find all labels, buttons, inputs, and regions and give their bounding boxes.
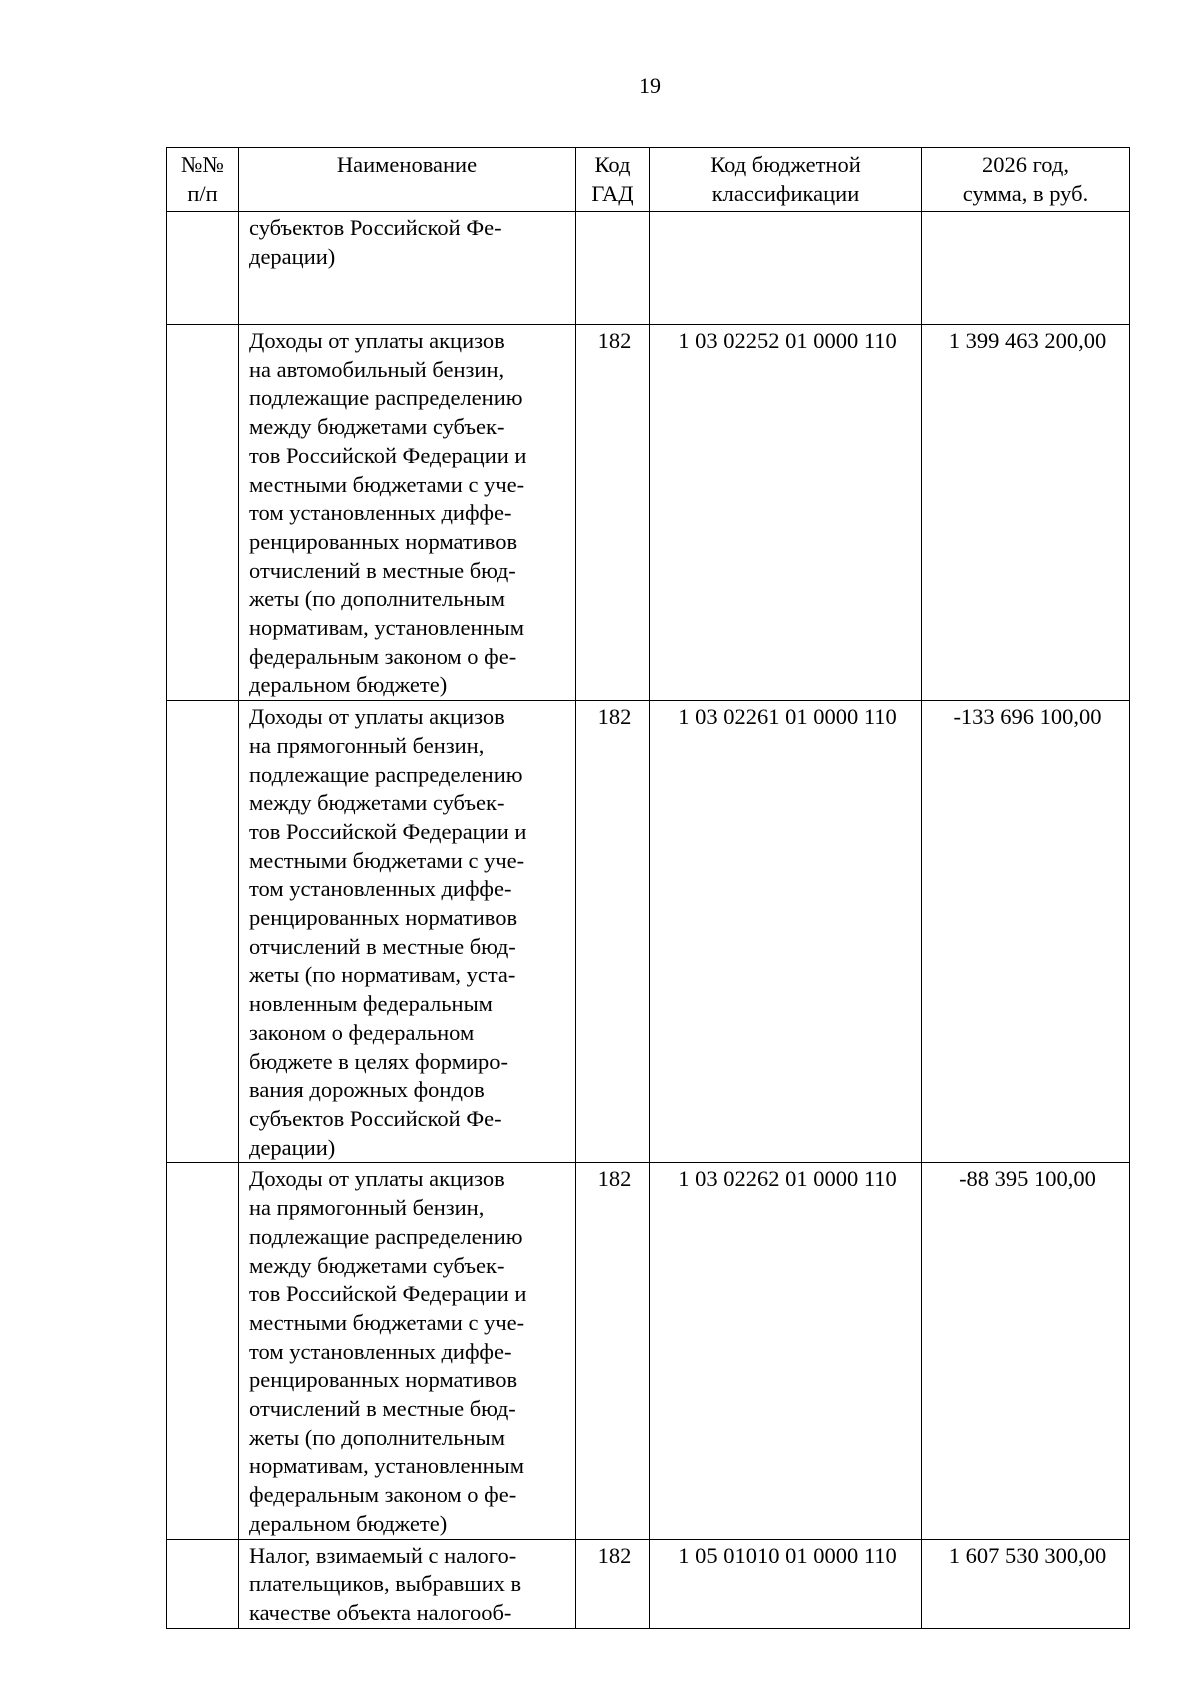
table-row: [167, 1539, 1130, 1628]
row-name-line: жеты (по нормативам, уста-: [249, 962, 516, 988]
row-name-line: федеральным законом о фе-: [249, 1482, 517, 1508]
row-sum-cell: 1 399 463 200,00: [922, 325, 1130, 701]
row-name-line: качестве объекта налогооб-: [249, 1599, 512, 1625]
header-num: №№ п/п: [167, 148, 239, 212]
row-name-line: дерации): [249, 1134, 336, 1160]
table-row: [167, 701, 1130, 1163]
row-name-line: тов Российской Федерации и: [249, 1281, 527, 1307]
row-budget-code-cell: 1 03 02252 01 0000 110: [650, 325, 922, 701]
row-name-cell: [239, 325, 576, 701]
row-name-line: жеты (по дополнительным: [249, 1424, 505, 1450]
row-name-line: Доходы от уплаты акцизов: [249, 328, 505, 353]
row-sum-cell: -133 696 100,00: [922, 701, 1130, 1163]
row-gad-code-cell: 182: [576, 701, 650, 1163]
row-name-line: между бюджетами субъек-: [249, 414, 505, 440]
row-gad-code-cell: 182: [576, 325, 650, 701]
row-name-cell: [239, 212, 576, 325]
row-name-line: деральном бюджете): [249, 672, 448, 698]
row-budget-code-cell: [650, 212, 922, 325]
row-name-line: федеральным законом о фе-: [249, 643, 517, 669]
row-name-line: между бюджетами субъек-: [249, 790, 505, 816]
row-name-line: нормативам, установленным: [249, 1453, 524, 1479]
row-name-line: отчислений в местные бюд-: [249, 557, 516, 583]
row-name-line: субъектов Российской Фе-: [249, 215, 502, 240]
row-name-cell: [239, 1539, 576, 1628]
budget-revenue-table: [166, 147, 1130, 1629]
row-number-cell: [167, 1539, 239, 1628]
row-name-line: тов Российской Федерации и: [249, 442, 527, 468]
row-gad-code-cell: [576, 212, 650, 325]
row-name-line: между бюджетами субъек-: [249, 1252, 505, 1278]
row-name-line: ренцированных нормативов: [249, 1367, 518, 1393]
table-row: [167, 1163, 1130, 1539]
row-gad-code-cell: 182: [576, 1539, 650, 1628]
row-name-line: местными бюджетами с уче-: [249, 847, 525, 873]
row-name-line: дерации): [249, 243, 336, 269]
row-name-line: Доходы от уплаты акцизов: [249, 704, 505, 730]
row-name-line: местными бюджетами с уче-: [249, 471, 525, 497]
row-name-line: подлежащие распределению: [249, 1223, 523, 1249]
row-name-line: субъектов Российской Фе-: [249, 1105, 502, 1131]
row-name-line: на прямогонный бензин,: [249, 1195, 485, 1221]
row-sum-cell: [922, 212, 1130, 325]
header-gad-code: Код ГАД: [576, 148, 650, 212]
row-number-cell: [167, 325, 239, 701]
row-name-line: деральном бюджете): [249, 1510, 448, 1536]
row-number-cell: [167, 212, 239, 325]
row-number-cell: [167, 1163, 239, 1539]
row-name-line: ренцированных нормативов: [249, 905, 518, 931]
row-name-cell: [239, 701, 576, 1163]
row-name-line: том установленных диффе-: [249, 1338, 512, 1364]
row-name-line: том установленных диффе-: [249, 500, 512, 526]
row-sum-cell: -88 395 100,00: [922, 1163, 1130, 1539]
page-number: 19: [639, 73, 661, 98]
row-name-line: Доходы от уплаты акцизов: [249, 1166, 505, 1192]
row-name-line: бюджете в целях формиро-: [249, 1048, 508, 1074]
table-header-row: [167, 148, 1130, 212]
row-name-cell: [239, 1163, 576, 1539]
table-row: [167, 325, 1130, 701]
header-sum-2026: 2026 год, сумма, в руб.: [922, 148, 1130, 212]
row-name-line: новленным федеральным: [249, 991, 493, 1017]
row-budget-code-cell: 1 05 01010 01 0000 110: [650, 1539, 922, 1628]
row-name-line: отчислений в местные бюд-: [249, 1396, 516, 1422]
row-budget-code-cell: 1 03 02261 01 0000 110: [650, 701, 922, 1163]
row-name-line: местными бюджетами с уче-: [249, 1309, 525, 1335]
row-name-line: законом о федеральном: [249, 1019, 475, 1045]
row-name-line: подлежащие распределению: [249, 761, 523, 787]
row-name-line: том установленных диффе-: [249, 876, 512, 902]
header-budget-classification-code: Код бюджетной классификации: [650, 148, 922, 212]
row-name-line: жеты (по дополнительным: [249, 586, 505, 612]
header-name: Наименование: [239, 148, 576, 212]
row-name-line: отчислений в местные бюд-: [249, 933, 516, 959]
row-name-line: вания дорожных фондов: [249, 1077, 485, 1103]
row-name-line: на автомобильный бензин,: [249, 356, 505, 382]
row-name-line: тов Российской Федерации и: [249, 818, 527, 844]
row-name-line: на прямогонный бензин,: [249, 732, 485, 758]
row-name-line: ренцированных нормативов: [249, 528, 518, 554]
row-sum-cell: 1 607 530 300,00: [922, 1539, 1130, 1628]
row-name-line: Налог, взимаемый с налого-: [249, 1542, 517, 1568]
row-name-line: подлежащие распределению: [249, 385, 523, 411]
row-name-line: нормативам, установленным: [249, 615, 524, 641]
row-budget-code-cell: 1 03 02262 01 0000 110: [650, 1163, 922, 1539]
row-number-cell: [167, 701, 239, 1163]
row-gad-code-cell: 182: [576, 1163, 650, 1539]
row-name-line: плательщиков, выбравших в: [249, 1571, 522, 1597]
table-row: [167, 212, 1130, 325]
